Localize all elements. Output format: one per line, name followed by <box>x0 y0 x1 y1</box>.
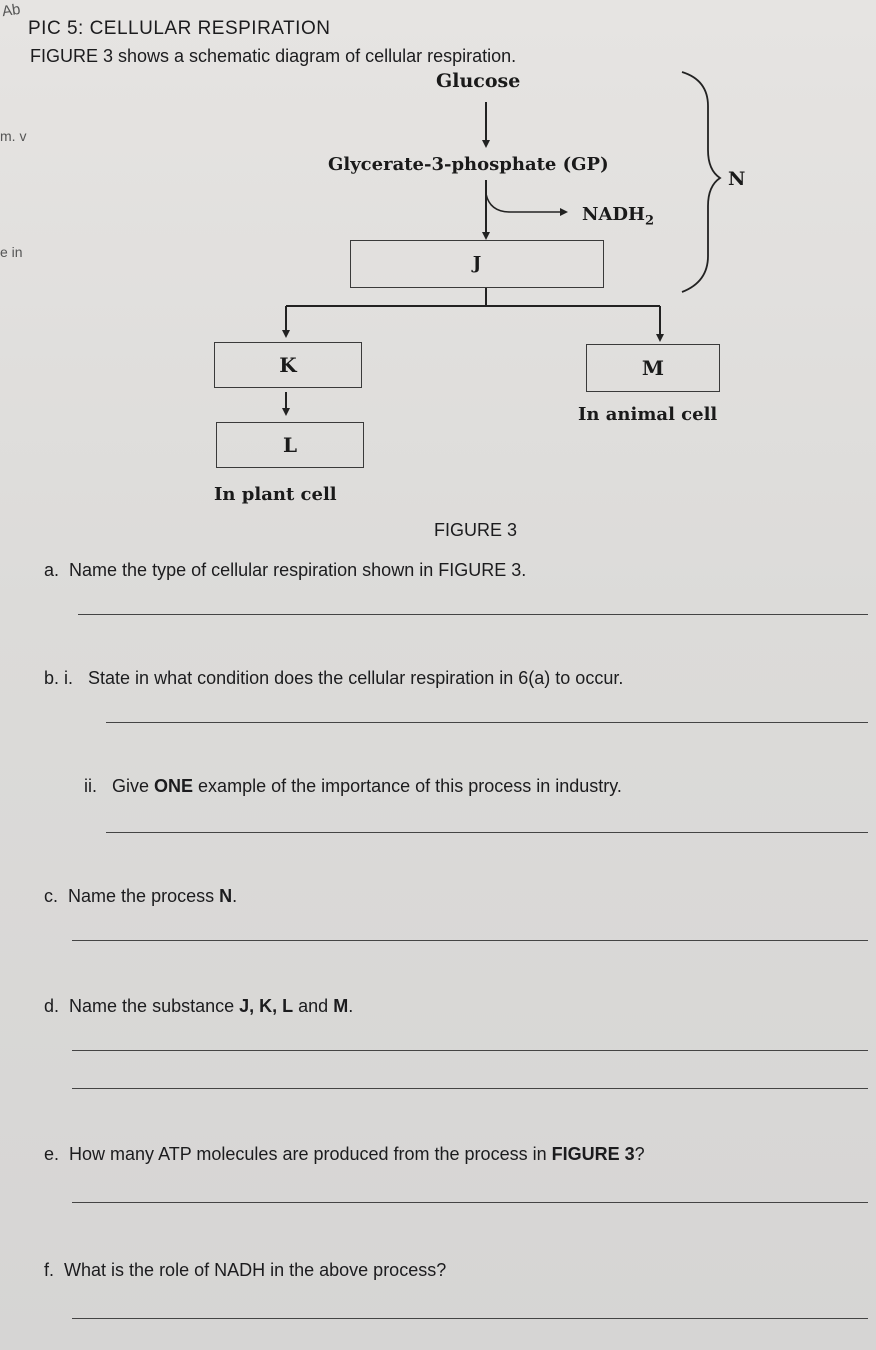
question-e <box>44 1144 645 1165</box>
question-label: b. i. <box>44 668 74 688</box>
label-n: N <box>728 168 746 190</box>
margin-mark: m. v <box>0 128 27 144</box>
box-m <box>586 344 720 392</box>
arrow-to-nadh <box>486 194 566 212</box>
answer-line-d-1[interactable] <box>72 1050 868 1051</box>
figure-caption: FIGURE 3 <box>434 520 518 540</box>
intro-text: FIGURE 3 shows a schematic diagram of cellular respiration. <box>30 46 517 66</box>
question-text-pre: How many ATP molecules are produced from the process in <box>69 1144 552 1164</box>
question-label: e. <box>44 1144 60 1164</box>
label-l: L <box>282 433 298 457</box>
section-title: PIC 5: CELLULAR RESPIRATION <box>28 18 331 39</box>
question-text: State in what condition does the cellular respiration in 6(a) to occur. <box>88 668 624 688</box>
label-animal-cell: In animal cell <box>578 404 718 425</box>
label-j: J <box>472 253 482 274</box>
label-gp: Glycerate-3-phosphate (GP) <box>328 154 609 175</box>
question-f <box>44 1260 446 1281</box>
question-label: ii. <box>84 776 97 796</box>
label-glucose: Glucose <box>436 70 521 92</box>
answer-line-f[interactable] <box>72 1318 868 1319</box>
answer-line-e[interactable] <box>72 1202 868 1203</box>
question-c <box>44 886 237 907</box>
label-m: M <box>641 356 665 380</box>
label-nadh2 <box>582 204 654 229</box>
question-b-ii <box>84 776 622 797</box>
answer-line-d-2[interactable] <box>72 1088 868 1089</box>
question-text-bold: ONE <box>154 776 194 796</box>
label-plant-cell: In plant cell <box>214 484 337 505</box>
question-text-pre: Name the substance <box>69 996 240 1016</box>
question-text-bold-2: M <box>333 996 349 1016</box>
answer-line-b-i[interactable] <box>106 722 868 723</box>
question-text-mid: and <box>293 996 334 1016</box>
nadh-text: NADH <box>582 204 646 225</box>
label-k: K <box>279 353 297 377</box>
margin-mark: e in <box>0 244 23 260</box>
nadh-subscript: 2 <box>645 213 655 229</box>
question-text-post: ? <box>634 1144 645 1164</box>
question-d <box>44 996 353 1017</box>
brace-n <box>682 72 720 292</box>
question-text-bold: FIGURE 3 <box>551 1144 635 1164</box>
question-text-bold: J, K, L <box>239 996 294 1016</box>
question-text-post: example of the importance of this process in industry. <box>193 776 622 796</box>
question-label: c. <box>44 886 59 906</box>
question-b-i <box>44 668 623 689</box>
question-text: Name the type of cellular respiration shown in FIGURE 3. <box>69 560 527 580</box>
answer-line-b-ii[interactable] <box>106 832 868 833</box>
box-j <box>350 240 604 288</box>
question-label: a. <box>44 560 60 580</box>
answer-line-a[interactable] <box>78 614 868 615</box>
question-text-post: . <box>232 886 238 906</box>
question-label: d. <box>44 996 60 1016</box>
question-text: What is the role of NADH in the above process? <box>64 1260 447 1280</box>
question-text-pre: Name the process <box>68 886 220 906</box>
question-text-bold: N <box>219 886 233 906</box>
question-label: f. <box>44 1260 55 1280</box>
box-l <box>216 422 364 468</box>
question-a <box>44 560 526 581</box>
question-text-post: . <box>348 996 354 1016</box>
corner-note: Ab <box>0 0 22 21</box>
question-text-pre: Give <box>112 776 155 796</box>
box-k <box>214 342 362 388</box>
answer-line-c[interactable] <box>72 940 868 941</box>
